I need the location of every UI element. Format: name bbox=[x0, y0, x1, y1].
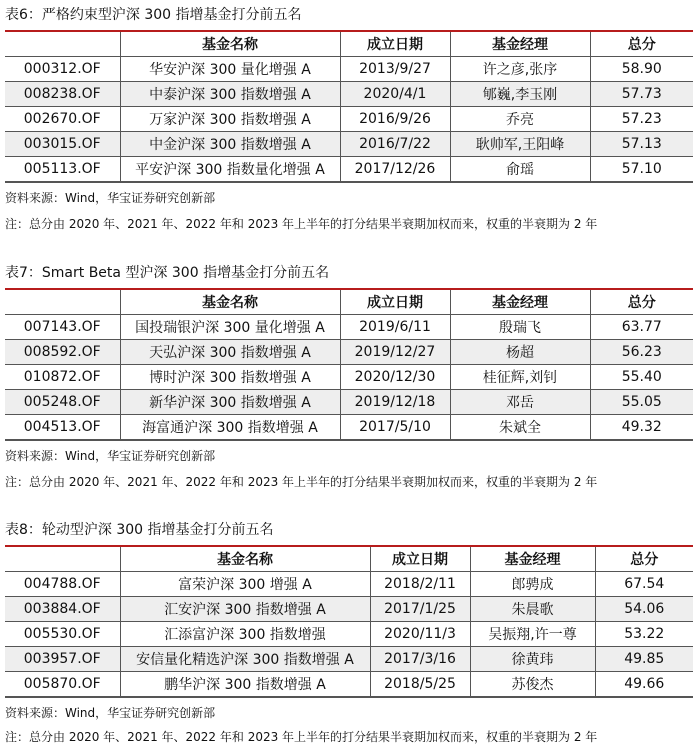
fund-manager: 朱斌全 bbox=[450, 415, 590, 441]
footnote: 注：总分由 2020 年、2021 年、2022 年和 2023 年上半年的打分结果半衰期加权而来，权重的半衰期为 2 年 bbox=[5, 730, 598, 744]
fund-name: 万家沪深 300 指数增强 A bbox=[120, 107, 340, 132]
header-name: 基金名称 bbox=[120, 31, 340, 57]
fund-name: 天弘沪深 300 指数增强 A bbox=[120, 340, 340, 365]
total-score: 49.32 bbox=[590, 415, 693, 441]
fund-name: 汇安沪深 300 指数增强 A bbox=[120, 597, 370, 622]
total-score: 56.23 bbox=[590, 340, 693, 365]
fund-code: 005870.OF bbox=[5, 672, 120, 698]
fund-code: 003884.OF bbox=[5, 597, 120, 622]
fund-manager: 苏俊杰 bbox=[470, 672, 595, 698]
fund-manager: 杨超 bbox=[450, 340, 590, 365]
header-manager: 基金经理 bbox=[470, 546, 595, 572]
fund-name: 中金沪深 300 指数增强 A bbox=[120, 132, 340, 157]
header-manager: 基金经理 bbox=[450, 31, 590, 57]
table-title: 表7：Smart Beta 型沪深 300 指增基金打分前五名 bbox=[5, 265, 330, 281]
table-row bbox=[5, 340, 693, 365]
total-score: 57.23 bbox=[590, 107, 693, 132]
inception-date: 2017/12/26 bbox=[340, 157, 450, 183]
source-note: 资料来源：Wind，华宝证券研究创新部 bbox=[5, 191, 216, 205]
fund-name: 华安沪深 300 量化增强 A bbox=[120, 57, 340, 82]
fund-code: 002670.OF bbox=[5, 107, 120, 132]
inception-date: 2017/1/25 bbox=[370, 597, 470, 622]
table-row bbox=[5, 107, 693, 132]
fund-code: 010872.OF bbox=[5, 365, 120, 390]
header-date: 成立日期 bbox=[340, 31, 450, 57]
table-row bbox=[5, 597, 693, 622]
fund-table bbox=[5, 545, 693, 698]
table-row bbox=[5, 315, 693, 340]
fund-table bbox=[5, 30, 693, 183]
fund-code: 005113.OF bbox=[5, 157, 120, 183]
fund-table bbox=[5, 288, 693, 441]
header-date: 成立日期 bbox=[340, 289, 450, 315]
fund-name: 海富通沪深 300 指数增强 A bbox=[120, 415, 340, 441]
inception-date: 2016/9/26 bbox=[340, 107, 450, 132]
inception-date: 2018/5/25 bbox=[370, 672, 470, 698]
fund-manager: 吴振翔,许一尊 bbox=[470, 622, 595, 647]
table-row bbox=[5, 572, 693, 597]
fund-code: 003015.OF bbox=[5, 132, 120, 157]
total-score: 49.66 bbox=[595, 672, 693, 698]
fund-name: 国投瑞银沪深 300 量化增强 A bbox=[120, 315, 340, 340]
total-score: 57.10 bbox=[590, 157, 693, 183]
table-row bbox=[5, 132, 693, 157]
header-name: 基金名称 bbox=[120, 289, 340, 315]
header-code bbox=[5, 31, 120, 57]
total-score: 49.85 bbox=[595, 647, 693, 672]
footnote: 注：总分由 2020 年、2021 年、2022 年和 2023 年上半年的打分结果半衰期加权而来，权重的半衰期为 2 年 bbox=[5, 217, 598, 231]
table-row bbox=[5, 157, 693, 183]
header-date: 成立日期 bbox=[370, 546, 470, 572]
fund-name: 富荣沪深 300 增强 A bbox=[120, 572, 370, 597]
fund-name: 新华沪深 300 指数增强 A bbox=[120, 390, 340, 415]
fund-code: 000312.OF bbox=[5, 57, 120, 82]
header-name: 基金名称 bbox=[120, 546, 370, 572]
table-header-row bbox=[5, 289, 693, 315]
table-row bbox=[5, 647, 693, 672]
inception-date: 2013/9/27 bbox=[340, 57, 450, 82]
table-row bbox=[5, 57, 693, 82]
fund-manager: 殷瑞飞 bbox=[450, 315, 590, 340]
fund-name: 中泰沪深 300 指数增强 A bbox=[120, 82, 340, 107]
fund-manager: 俞瑶 bbox=[450, 157, 590, 183]
inception-date: 2020/4/1 bbox=[340, 82, 450, 107]
table-header-row bbox=[5, 31, 693, 57]
table-header-row bbox=[5, 546, 693, 572]
fund-name: 博时沪深 300 指数增强 A bbox=[120, 365, 340, 390]
fund-code: 008238.OF bbox=[5, 82, 120, 107]
total-score: 67.54 bbox=[595, 572, 693, 597]
total-score: 55.40 bbox=[590, 365, 693, 390]
footnote: 注：总分由 2020 年、2021 年、2022 年和 2023 年上半年的打分结果半衰期加权而来，权重的半衰期为 2 年 bbox=[5, 475, 598, 489]
fund-name: 汇添富沪深 300 指数增强 bbox=[120, 622, 370, 647]
fund-name: 平安沪深 300 指数量化增强 A bbox=[120, 157, 340, 183]
fund-code: 004513.OF bbox=[5, 415, 120, 441]
total-score: 57.13 bbox=[590, 132, 693, 157]
header-score: 总分 bbox=[590, 31, 693, 57]
inception-date: 2017/3/16 bbox=[370, 647, 470, 672]
fund-manager: 耿帅军,王阳峰 bbox=[450, 132, 590, 157]
total-score: 57.73 bbox=[590, 82, 693, 107]
table-row bbox=[5, 415, 693, 441]
fund-manager: 徐黄玮 bbox=[470, 647, 595, 672]
source-note: 资料来源：Wind，华宝证券研究创新部 bbox=[5, 449, 216, 463]
table-title: 表8：轮动型沪深 300 指增基金打分前五名 bbox=[5, 522, 274, 538]
header-score: 总分 bbox=[595, 546, 693, 572]
total-score: 54.06 bbox=[595, 597, 693, 622]
inception-date: 2019/12/27 bbox=[340, 340, 450, 365]
total-score: 53.22 bbox=[595, 622, 693, 647]
header-code bbox=[5, 289, 120, 315]
fund-manager: 邓岳 bbox=[450, 390, 590, 415]
total-score: 63.77 bbox=[590, 315, 693, 340]
table-row bbox=[5, 672, 693, 698]
fund-name: 鹏华沪深 300 指数增强 A bbox=[120, 672, 370, 698]
fund-manager: 郇巍,李玉刚 bbox=[450, 82, 590, 107]
header-score: 总分 bbox=[590, 289, 693, 315]
table-row bbox=[5, 622, 693, 647]
fund-manager: 桂征辉,刘钊 bbox=[450, 365, 590, 390]
table-row bbox=[5, 365, 693, 390]
source-note: 资料来源：Wind，华宝证券研究创新部 bbox=[5, 706, 216, 720]
table-title: 表6：严格约束型沪深 300 指增基金打分前五名 bbox=[5, 7, 302, 23]
fund-code: 004788.OF bbox=[5, 572, 120, 597]
fund-code: 005530.OF bbox=[5, 622, 120, 647]
fund-name: 安信量化精选沪深 300 指数增强 A bbox=[120, 647, 370, 672]
table-row bbox=[5, 390, 693, 415]
inception-date: 2020/11/3 bbox=[370, 622, 470, 647]
inception-date: 2019/12/18 bbox=[340, 390, 450, 415]
inception-date: 2019/6/11 bbox=[340, 315, 450, 340]
header-code bbox=[5, 546, 120, 572]
fund-manager: 许之彦,张序 bbox=[450, 57, 590, 82]
fund-manager: 朱晨歌 bbox=[470, 597, 595, 622]
header-manager: 基金经理 bbox=[450, 289, 590, 315]
inception-date: 2017/5/10 bbox=[340, 415, 450, 441]
fund-manager: 乔亮 bbox=[450, 107, 590, 132]
inception-date: 2018/2/11 bbox=[370, 572, 470, 597]
fund-code: 005248.OF bbox=[5, 390, 120, 415]
fund-manager: 郎骋成 bbox=[470, 572, 595, 597]
inception-date: 2020/12/30 bbox=[340, 365, 450, 390]
fund-code: 008592.OF bbox=[5, 340, 120, 365]
table-row bbox=[5, 82, 693, 107]
total-score: 58.90 bbox=[590, 57, 693, 82]
fund-code: 007143.OF bbox=[5, 315, 120, 340]
fund-code: 003957.OF bbox=[5, 647, 120, 672]
total-score: 55.05 bbox=[590, 390, 693, 415]
inception-date: 2016/7/22 bbox=[340, 132, 450, 157]
